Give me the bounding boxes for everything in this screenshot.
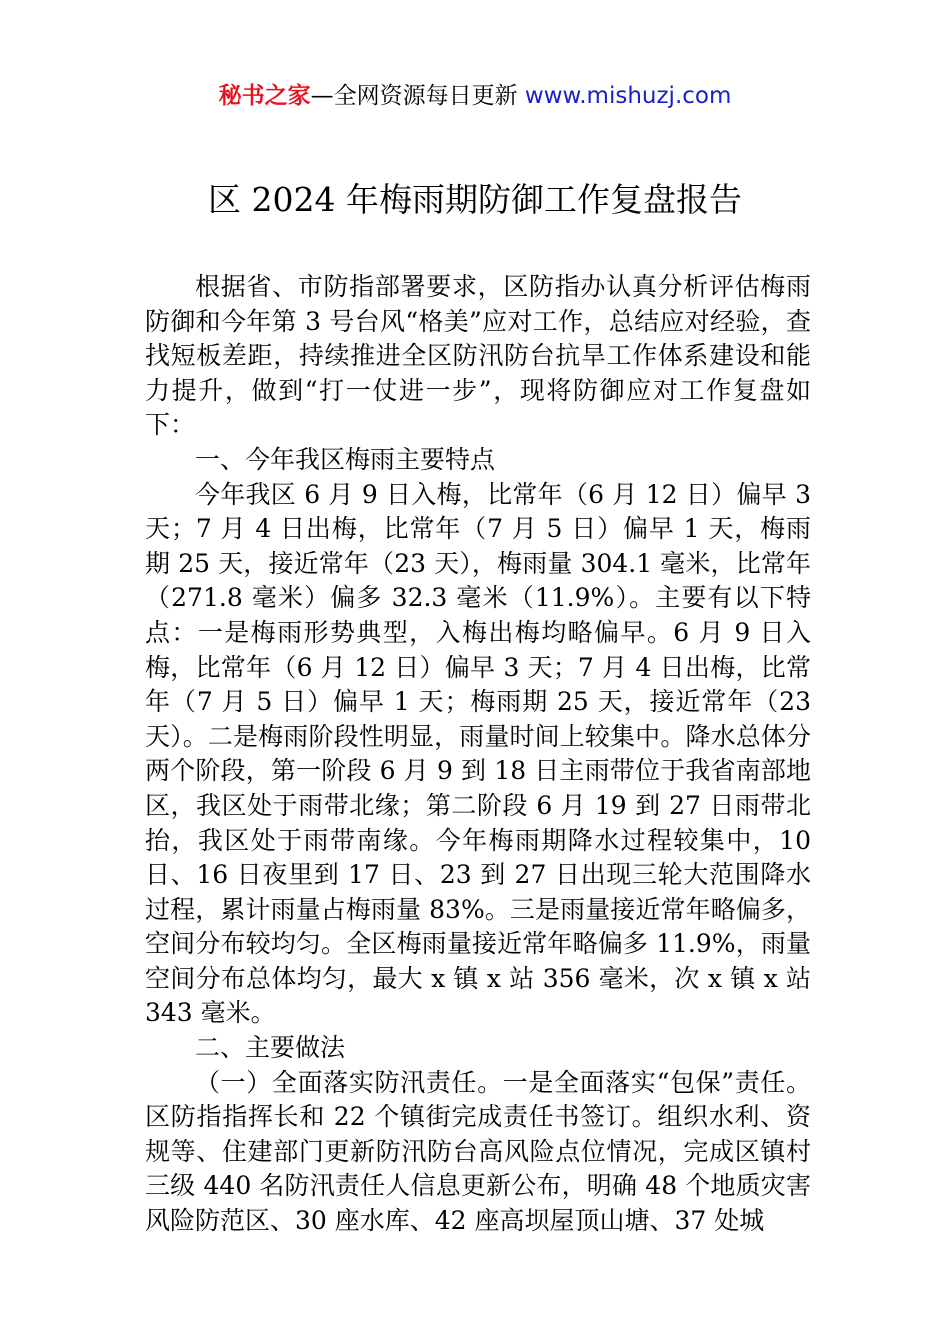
section-heading-1: 一、今年我区梅雨主要特点 xyxy=(195,444,496,474)
document-title: 区 2024 年梅雨期防御工作复盘报告 xyxy=(208,180,742,219)
site-tagline: —全网资源每日更新 xyxy=(310,83,525,109)
site-header xyxy=(0,80,950,112)
section-1-paragraph: 今年我区 6 月 9 日入梅，比常年（6 月 12 日）偏早 3 天；7 月 4 日出梅，比常年（7 月 5 日）偏早 1 天，梅雨期 25 天，接近常年（23 天），梅雨量 304.1 毫米，比常年（271.8 毫米）偏多 32.3 毫米（11.9%）。主要有以下特点：一是梅雨形势典型，入梅出梅均略偏早。6 月 9 日入梅，比常年（6 月 12 日）偏早 3 天；7 月 4 日出梅，比常年（7 月 5 日）偏早 1 天；梅雨期 25 天，接近常年（23 天）。二是梅雨阶段性明显，雨量时间上较集中。降水总体分两个阶段，第一阶段 6 月 9 到 18 日主雨带位于我省南部地区，我区处于雨带北缘；第二阶段 6 月 19 到 27 日雨带北抬，我区处于雨带南缘。今年梅雨期降水过程较集中，10 日、16 日夜里到 17 日、23 到 27 日出现三轮大范围降水过程，累计雨量占梅雨量 83%。三是雨量接近常年略偏多，空间分布较均匀。全区梅雨量接近常年略偏多 11.9%，雨量空间分布总体均匀，最大 x 镇 x 站 356 毫米，次 x 镇 x 站 343 毫米。 xyxy=(145,479,811,1028)
site-url[interactable]: www.mishuzj.com xyxy=(524,83,732,109)
intro-paragraph: 根据省、市防指部署要求，区防指办认真分析评估梅雨防御和今年第 3 号台风“格美”应对工作，总结应对经验，查找短板差距，持续推进全区防汛防台抗旱工作体系建设和能力提升，做到“打一仗进一步”，现将防御应对工作复盘如下： xyxy=(145,272,811,440)
site-brand: 秘书之家 xyxy=(218,83,311,109)
section-heading-2: 二、主要做法 xyxy=(195,1033,346,1063)
document-body xyxy=(145,270,811,1239)
section-2-paragraph: （一）全面落实防汛责任。一是全面落实“包保”责任。区防指指挥长和 22 个镇街完成责任书签订。组织水利、资规等、住建部门更新防汛防台高风险点位情况，完成区镇村三级 440 名防汛责任人信息更新公布，明确 48 个地质灾害风险防范区、30 座水库、42 座高坝屋顶山塘、37 处城 xyxy=(145,1067,811,1236)
